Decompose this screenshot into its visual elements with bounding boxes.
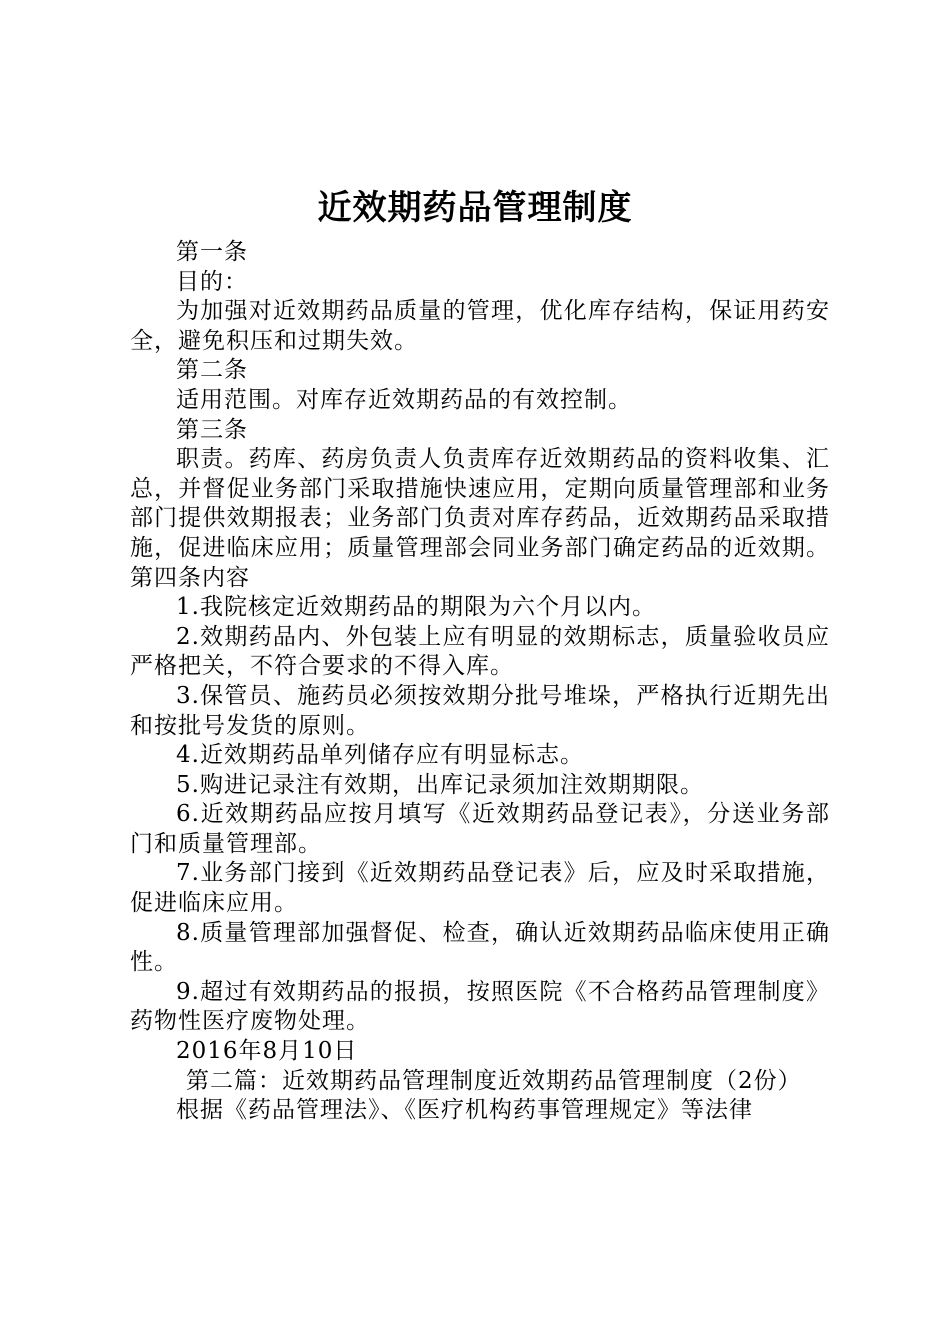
article-3-heading: 第三条 <box>176 416 248 443</box>
scope-text: 适用范围。对库存近效期药品的有效控制。 <box>176 386 632 413</box>
document-body <box>130 238 830 1126</box>
rule-item-2: 2.效期药品内、外包装上应有明显的效期标志，质量验收员应严格把关，不符合要求的不得入库。 <box>130 623 830 680</box>
rule-item-6: 6.近效期药品应按月填写《近效期药品登记表》，分送业务部门和质量管理部。 <box>130 801 830 857</box>
rule-item-9: 9.超过有效期药品的报损，按照医院《不合格药品管理制度》药物性医疗废物处理。 <box>130 978 830 1035</box>
article-2-heading: 第二条 <box>176 357 248 384</box>
responsibility-text: 职责。药库、药房负责人负责库存近效期药品的资料收集、汇总，并督促业务部门采取措施快速应用，定期向质量管理部和业务部门提供效期报表；业务部门负责对库存药品，近效期药品采取措施，促进临床应用；质量管理部会同业务部门确定药品的近效期。第四条内容 <box>130 446 830 591</box>
second-chapter-intro: 根据《药品管理法》、《医疗机构药事管理规定》等法律 <box>176 1097 753 1124</box>
purpose-text: 为加强对近效期药品质量的管理，优化库存结构，保证用药安全，避免积压和过期失效。 <box>130 298 830 354</box>
purpose-label: 目的： <box>176 268 248 295</box>
rule-item-7: 7.业务部门接到《近效期药品登记表》后，应及时采取措施，促进临床应用。 <box>130 860 830 917</box>
rule-item-5: 5.购进记录注有效期，出库记录须加注效期期限。 <box>176 771 704 798</box>
article-1-heading: 第一条 <box>176 239 248 265</box>
rule-item-8: 8.质量管理部加强督促、检查，确认近效期药品临床使用正确性。 <box>130 919 830 976</box>
rule-item-3: 3.保管员、施药员必须按效期分批号堆垛，严格执行近期先出和按批号发货的原则。 <box>130 682 830 739</box>
second-chapter-heading: 第二篇：近效期药品管理制度近效期药品管理制度（2份） <box>186 1067 802 1094</box>
document-date: 2016年8月10日 <box>176 1038 358 1065</box>
document-title: 近效期药品管理制度 <box>317 188 633 228</box>
rule-item-4: 4.近效期药品单列储存应有明显标志。 <box>176 742 584 769</box>
rule-item-1: 1.我院核定近效期药品的期限为六个月以内。 <box>176 594 656 621</box>
